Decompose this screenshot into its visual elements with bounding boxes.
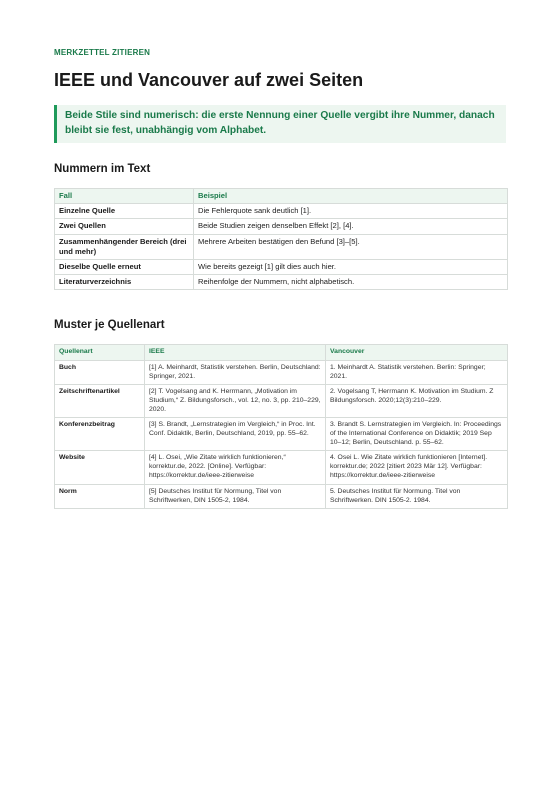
table-row [55,219,508,234]
case-cell: Dieselbe Quelle erneut [55,260,194,275]
vancouver-cell: 2. Vogelsang T, Herrmann K. Motivation im Studium. Z Bildungsforsch. 2020;12(3):210–229. [326,384,508,417]
in-text-numbers-table [54,188,508,290]
column-header: Quellenart [55,345,145,360]
table-row [55,417,508,450]
vancouver-cell: 4. Osei L. Wie Zitate wirklich funktionieren [Internet]. korrektur.de; 2022 [zitiert 2023 Mär 12]. Verfügbar: https://korrektur.de/ieee-zitierweise [326,451,508,484]
ieee-cell: [2] T. Vogelsang and K. Herrmann, „Motivation im Studium,“ Z. Bildungsforsch., vol. 12, no. 3, pp. 210–229, 2020. [145,384,326,417]
ieee-cell: [5] Deutsches Institut für Normung, Titel von Schriftwerken, DIN 1505-2, 1984. [145,484,326,508]
source-type-cell: Website [55,451,145,484]
table-header-row [55,345,508,360]
source-patterns-table [54,344,508,508]
ieee-cell: [3] S. Brandt, „Lernstrategien im Vergleich,“ in Proc. Int. Conf. Didaktik, Berlin, Deutschland, 2019, pp. 55–62. [145,417,326,450]
page-title: IEEE und Vancouver auf zwei Seiten [54,70,364,90]
section-heading-patterns: Muster je Quellenart [54,319,165,332]
table-header-row [55,189,508,204]
column-header: Vancouver [326,345,508,360]
source-type-cell: Konferenzbeitrag [55,417,145,450]
case-cell: Zusammenhängender Bereich (drei und mehr) [55,234,194,259]
vancouver-cell: 5. Deutsches Institut für Normung. Titel von Schriftwerken. DIN 1505-2. 1984. [326,484,508,508]
ieee-cell: [1] A. Meinhardt, Statistik verstehen. Berlin, Deutschland: Springer, 2021. [145,360,326,384]
summary-callout: Beide Stile sind numerisch: die erste Nennung einer Quelle vergibt ihre Nummer, danach bleibt sie fest, unabhängig vom Alphabet. [54,105,506,143]
source-type-cell: Buch [55,360,145,384]
table-row [55,234,508,259]
table-row [55,275,508,290]
case-cell: Einzelne Quelle [55,204,194,219]
example-cell: Beide Studien zeigen denselben Effekt [2], [4]. [194,219,508,234]
example-cell: Wie bereits gezeigt [1] gilt dies auch hier. [194,260,508,275]
table-row [55,260,508,275]
example-cell: Mehrere Arbeiten bestätigen den Befund [3]–[5]. [194,234,508,259]
kicker-label: MERKZETTEL ZITIEREN [54,48,151,57]
vancouver-cell: 3. Brandt S. Lernstrategien im Vergleich. In: Proceedings of the International Conference on Didaktik; 2019 Sep 10–12; Berlin, Deutschland. p. 55–62. [326,417,508,450]
table-row [55,384,508,417]
section-heading-in-text-numbers: Nummern im Text [54,163,151,175]
column-header: Fall [55,189,194,204]
source-type-cell: Norm [55,484,145,508]
table-row [55,204,508,219]
table-row [55,451,508,484]
vancouver-cell: 1. Meinhardt A. Statistik verstehen. Berlin: Springer; 2021. [326,360,508,384]
column-header: Beispiel [194,189,508,204]
column-header: IEEE [145,345,326,360]
ieee-cell: [4] L. Osei, „Wie Zitate wirklich funktionieren,“ korrektur.de, 2022. [Online]. Verfügbar: https://korrektur.de/ieee-zitierweise [145,451,326,484]
case-cell: Zwei Quellen [55,219,194,234]
table-row [55,484,508,508]
case-cell: Literaturverzeichnis [55,275,194,290]
source-type-cell: Zeitschriftenartikel [55,384,145,417]
example-cell: Die Fehlerquote sank deutlich [1]. [194,204,508,219]
example-cell: Reihenfolge der Nummern, nicht alphabetisch. [194,275,508,290]
table-row [55,360,508,384]
